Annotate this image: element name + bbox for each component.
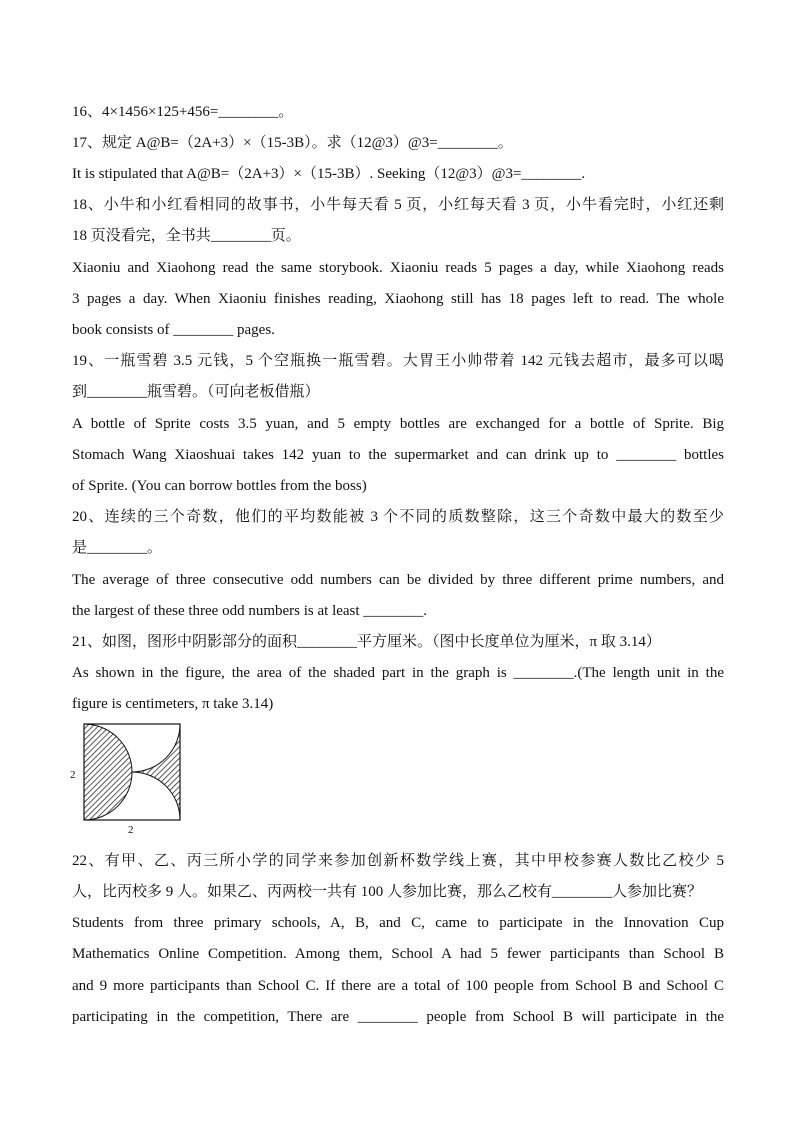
q21-en-line-2: figure is centimeters, π take 3.14) [72,696,274,712]
q17-en-line: It is stipulated that A@B=（2A+3）×（15-3B）. Seeking（12@3）@3=________. [72,166,586,182]
q17-zh-line: 17、规定 A@B=（2A+3）×（15-3B）。求（12@3）@3=________。 [72,135,513,151]
q22-en-line-3: and 9 more participants than School C. If there are a total of 100 people from School B and School C [72,978,724,994]
bottom-length-label: 2 [128,824,134,836]
q20-en-line-1: The average of three consecutive odd numbers can be divided by three different prime numbers, and [72,572,724,588]
q18-en-line-3: book consists of ________ pages. [72,322,275,338]
q19-en-line-2: Stomach Wang Xiaoshuai takes 142 yuan to the supermarket and can drink up to ________ bottles [72,447,724,463]
q21-en-line-1: As shown in the figure, the area of the shaded part in the graph is ________.(The length unit in the [72,665,724,681]
q18-zh-line-1: 18、小牛和小红看相同的故事书，小牛每天看 5 页，小红每天看 3 页，小牛看完时，小红还剩 [72,197,724,213]
q20-zh-line-1: 20、连续的三个奇数，他们的平均数能被 3 个不同的质数整除，这三个奇数中最大的数至少 [72,509,724,525]
q19-zh-line-1: 19、一瓶雪碧 3.5 元钱，5 个空瓶换一瓶雪碧。大胃王小帅带着 142 元钱去超市，最多可以喝 [72,353,724,369]
q20-zh-line-2: 是________。 [72,540,163,556]
q18-zh-line-2: 18 页没看完，全书共________页。 [72,228,301,244]
q18-en-line-2: 3 pages a day. When Xiaoniu finishes reading, Xiaohong still has 18 pages left to read. The whole [72,291,724,307]
side-length-label: 2 [70,769,76,781]
q19-en-line-3: of Sprite. (You can borrow bottles from the boss) [72,478,367,494]
q19-en-line-1: A bottle of Sprite costs 3.5 yuan, and 5 empty bottles are exchanged for a bottle of Sprite. Big [72,416,724,432]
q22-en-line-1: Students from three primary schools, A, B, and C, came to participate in the Innovation Cup [72,915,724,931]
q18-en-line-1: Xiaoniu and Xiaohong read the same storybook. Xiaoniu reads 5 pages a day, while Xiaohong reads [72,260,724,276]
q20-en-line-2: the largest of these three odd numbers is at least ________. [72,603,428,619]
q16-line: 16、4×1456×125+456=________。 [72,104,294,120]
shaded-area-figure [70,720,190,840]
left-semicircle-shading [84,724,132,820]
q21-zh-line: 21、如图，图形中阴影部分的面积________平方厘米。（图中长度单位为厘米，π 取 3.14） [72,634,661,650]
q22-zh-line-1: 22、有甲、乙、丙三所小学的同学来参加创新杯数学线上赛，其中甲校参赛人数比乙校少 5 [72,853,724,869]
q22-en-line-2: Mathematics Online Competition. Among them, School A had 5 fewer participants than School B [72,946,724,962]
q19-zh-line-2: 到________瓶雪碧。（可向老板借瓶） [72,384,320,400]
right-shaded-region [132,724,180,820]
shaded-area-diagram [70,720,190,840]
q22-zh-line-2: 人，比丙校多 9 人。如果乙、丙两校一共有 100 人参加比赛，那么乙校有________人参加比赛？ [72,884,703,900]
q22-en-line-4: participating in the competition, There are ________ people from School B will participate in the [72,1009,724,1025]
